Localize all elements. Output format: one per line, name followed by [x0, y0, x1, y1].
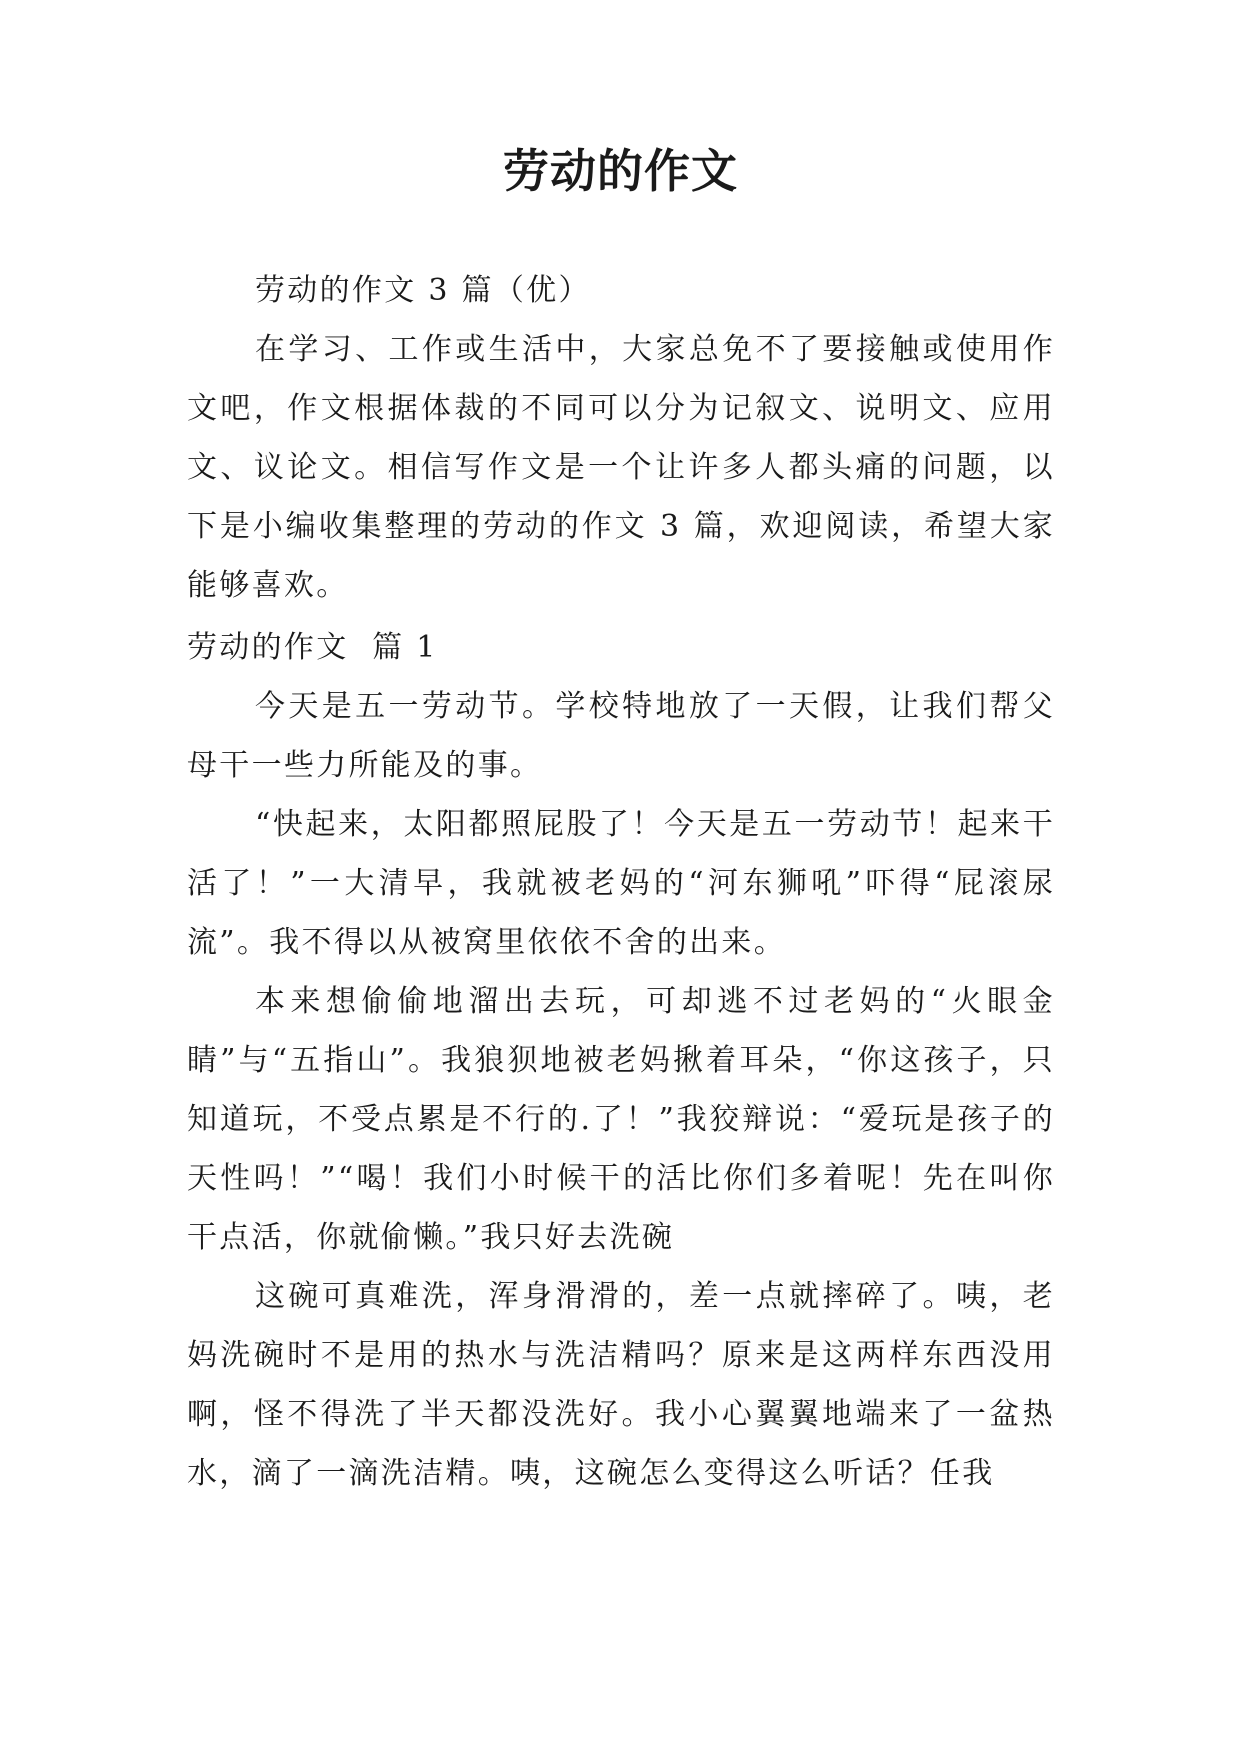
intro-paragraph: 在学习、工作或生活中，大家总免不了要接触或使用作文吧，作文根据体裁的不同可以分为记叙文、说明文、应用文、议论文。相信写作文是一个让许多人都头痛的问题，以下是小编收集整理的劳动的作文 3 篇，欢迎阅读，希望大家能够喜欢。	[187, 332, 1055, 603]
essay-block	[187, 618, 1055, 1503]
section-heading: 劳动的作文 篇 1	[187, 630, 438, 665]
document-title: 劳动的作文	[503, 144, 738, 198]
paragraph: 这碗可真难洗，浑身滑滑的，差一点就摔碎了。咦，老妈洗碗时不是用的热水与洗洁精吗？原来是这两样东西没用啊，怪不得洗了半天都没洗好。我小心翼翼地端来了一盆热水，滴了一滴洗洁精。咦，这碗怎么变得这么听话？任我	[187, 1279, 1055, 1491]
intro-block	[187, 261, 1055, 615]
paragraph: 今天是五一劳动节。学校特地放了一天假，让我们帮父母干一些力所能及的事。	[187, 689, 1055, 783]
intro-heading: 劳动的作文 3 篇（优）	[255, 273, 591, 308]
paragraph: 本来想偷偷地溜出去玩，可却逃不过老妈的“火眼金睛”与“五指山”。我狼狈地被老妈揪着耳朵，“你这孩子，只知道玩，不受点累是不行的.了！”我狡辩说：“爱玩是孩子的天性吗！”“喝！我们小时候干的活比你们多着呢！先在叫你干点活，你就偷懒。”我只好去洗碗	[187, 984, 1055, 1255]
paragraph: “快起来，太阳都照屁股了！今天是五一劳动节！起来干活了！”一大清早，我就被老妈的“河东狮吼”吓得“屁滚尿流”。我不得以从被窝里依依不舍的出来。	[187, 807, 1055, 960]
